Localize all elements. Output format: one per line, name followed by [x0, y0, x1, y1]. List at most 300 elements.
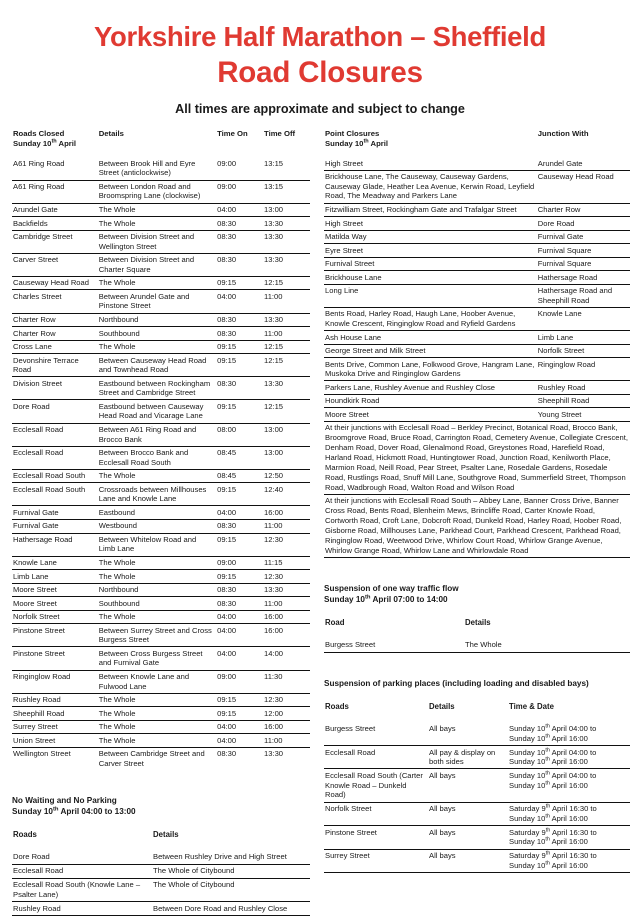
cell-junction: Dore Road: [537, 217, 630, 231]
table-row: [324, 257, 630, 271]
cell-time-on: 04:00: [216, 203, 263, 217]
table-row: [324, 308, 630, 331]
cell-details: The Whole of Citybound: [152, 864, 310, 878]
table-row: [324, 394, 630, 408]
table-row: [324, 244, 630, 258]
cell-point-closure: Bents Drive, Common Lane, Folkwood Grove, Hangram Lane, Muskoka Drive and Ringinglow Gardens: [324, 358, 537, 381]
table-row: [324, 826, 630, 850]
road-closures-table: [12, 128, 310, 770]
cell-road: Ecclesall Road: [324, 745, 428, 769]
cell-junction: Limb Lane: [537, 331, 630, 345]
cell-time-on: 09:15: [216, 276, 263, 290]
table-row: [12, 720, 310, 734]
one-way-table: [324, 618, 630, 653]
table-bottom-rule: [324, 558, 630, 559]
cell-time-on: 09:15: [216, 570, 263, 584]
cell-details: The Whole: [98, 469, 216, 483]
cell-point-closure: Matilda Way: [324, 230, 537, 244]
col-header-time-on: Time On: [217, 129, 248, 138]
cell-road: Norfolk Street: [12, 610, 98, 624]
cell-time-off: 13:30: [263, 313, 310, 327]
cell-junction: Furnival Gate: [537, 230, 630, 244]
cell-time-on: 04:00: [216, 290, 263, 313]
junction-paragraph-row: [324, 494, 630, 557]
cell-point-closure: Long Line: [324, 284, 537, 307]
col-header-roads-closed: [12, 128, 98, 158]
cell-time-off: 12:15: [263, 340, 310, 354]
cell-road: Ecclesall Road South: [12, 483, 98, 506]
table-row: [12, 902, 310, 916]
cell-junction-paragraph: At their junctions with Ecclesall Road South – Abbey Lane, Banner Cross Drive, Banner Cross Road, Bents Road, Blenheim Mews, Brincliffe Road, Carter Knowle Road, Cortworth Road, Croft Lane, Dobcroft Road, Dunkeld Road, Harley Road, Hoober Road, Gisborne Road, Millhouses Lane, Parkhead Court, Parkhead Crescent, Parkhead Road, Ringinglow Road, Weetwood Drive, Whirlow Court Road, Whirlow Grange Avenue, Whirlow Grange Road, Whirlow Lane and Whirlowdale Road: [324, 494, 630, 557]
table-row: [12, 851, 310, 864]
point-closures-table: [324, 128, 630, 559]
cell-details: The Whole: [465, 640, 502, 650]
cell-road: A61 Ring Road: [13, 158, 65, 168]
cell-details: Between Dore Road and Rushley Close: [152, 902, 310, 916]
col-header-details: Details: [153, 829, 179, 839]
cell-road: Ecclesall Road: [12, 423, 98, 446]
cell-road: Division Street: [12, 377, 98, 400]
cell-details: Between Division Street and Wellington Street: [98, 230, 216, 253]
cell-details: Westbound: [98, 519, 216, 533]
cell-road: Carver Street: [12, 253, 98, 276]
cell-time-on: 04:00: [216, 647, 263, 670]
cell-point-closure: Moore Street: [324, 408, 537, 422]
cell-time-on: 09:15: [216, 354, 263, 377]
cell-junction: Norfolk Street: [537, 344, 630, 358]
cell-road: Limb Lane: [12, 570, 98, 584]
cell-point-closure: Brickhouse Lane: [324, 271, 537, 285]
cell-point-closure: Fitzwilliam Street, Rockingham Gate and Trafalgar Street: [324, 203, 537, 217]
cell-road: Cambridge Street: [12, 230, 98, 253]
col-header-point-date-prefix: Sunday 10: [325, 138, 364, 148]
cell-time-off: 11:30: [263, 670, 310, 693]
cell-junction: Rushley Road: [537, 381, 630, 395]
cell-time-on: 08:00: [216, 423, 263, 446]
cell-time-on: 08:30: [216, 519, 263, 533]
cell-junction: Arundel Gate: [537, 158, 583, 168]
cell-road: Rushley Road: [12, 693, 98, 707]
table-row: [324, 344, 630, 358]
table-row: [12, 354, 310, 377]
table-row: [12, 203, 310, 217]
one-way-title-line1: Suspension of one way traffic flow: [324, 584, 459, 594]
cell-point-closure: George Street and Milk Street: [324, 344, 537, 358]
cell-time-on: 08:30: [216, 313, 263, 327]
cell-time-on: 08:30: [216, 230, 263, 253]
table-row: [12, 313, 310, 327]
cell-details: Eastbound between Causeway Head Road and Vicarage Lane: [98, 400, 216, 423]
cell-road: Norfolk Street: [324, 802, 428, 826]
table-header-row: [12, 128, 310, 158]
cell-road: Hathersage Road: [12, 533, 98, 556]
no-waiting-title-prefix: Sunday 10: [12, 806, 53, 816]
cell-time-off: 16:00: [263, 624, 310, 647]
table-row: [324, 284, 630, 307]
parking-section: [324, 679, 630, 873]
cell-road: Causeway Head Road: [12, 276, 98, 290]
cell-time-on: 09:15: [216, 693, 263, 707]
table-row: [324, 230, 630, 244]
table-row: [12, 340, 310, 354]
cell-point-closure: Brickhouse Lane, The Causeway, Causeway Gardens, Causeway Glade, Heather Lea Avenue, Kerwin Road, Leyfield Road, The Meadway and Parkers Lane: [324, 170, 537, 203]
cell-details: The Whole: [98, 570, 216, 584]
cell-details: The Whole: [98, 610, 216, 624]
cell-time-on: 08:30: [216, 583, 263, 597]
cell-road: Furnival Gate: [12, 506, 98, 520]
table-row: [12, 583, 310, 597]
table-row: [12, 647, 310, 670]
cell-time-on: 08:30: [216, 597, 263, 611]
cell-junction-paragraph: At their junctions with Ecclesall Road – Berkley Precinct, Botanical Road, Brocco Bank, Broomgrove Road, Bruce Road, Carrington Road, Cemetery Avenue, Collegiate Crescent, Denham Road, Dover Road, Glenalmond Road, Greystones Road, Harefield Road, Harland Road, Hickmott Road, Huntingtower Road, Junction Road, Kenilworth Place, Marmion Road, Neill Road, Pear Street, Psalter Lane, Rosedale Gardens, Rosedale Road, Rustlings Road, Snuff Mill Lane, Southgrove Road, Summerfield Street, Thompson Road, Wadbrough Road, Walton Road and Wilson Road: [324, 421, 630, 494]
cell-details: All bays: [428, 826, 508, 850]
cell-time-on: 08:30: [216, 217, 263, 231]
table-row: [12, 693, 310, 707]
one-way-body: [324, 639, 630, 652]
col-header-roads: Roads: [13, 829, 37, 839]
table-row: [324, 170, 630, 203]
cell-time-off: 13:15: [263, 180, 310, 203]
cell-time-off: 13:00: [263, 203, 310, 217]
cell-time-on: 08:30: [216, 327, 263, 341]
cell-point-closure: High Street: [325, 158, 363, 168]
page-title-line1: Yorkshire Half Marathon – Sheffield: [93, 21, 546, 52]
cell-junction: Ringinglow Road: [537, 358, 630, 381]
no-waiting-body: [12, 851, 310, 916]
table-row: [324, 769, 630, 802]
cell-road: Dore Road: [12, 400, 98, 423]
cell-details: Between Whitelow Road and Limb Lane: [98, 533, 216, 556]
table-row: [12, 707, 310, 721]
cell-time-on: 09:00: [217, 158, 237, 168]
cell-junction: Furnival Square: [537, 244, 630, 258]
cell-road: Ecclesall Road South (Carter Knowle Road – Dunkeld Road): [324, 769, 428, 802]
cell-time-date: Saturday 9th April 16:30 to Sunday 10th April 16:00: [508, 802, 630, 826]
cell-details: Crossroads between Millhouses Lane and Knowle Lane: [98, 483, 216, 506]
cell-time-on: 08:30: [216, 747, 263, 770]
cell-road: Union Street: [12, 734, 98, 748]
one-way-title: [324, 584, 630, 606]
road-closures-body: [12, 157, 310, 770]
table-row: [324, 217, 630, 231]
cell-time-on: 09:15: [216, 533, 263, 556]
table-row: [324, 408, 630, 422]
table-row: [324, 722, 630, 745]
table-row: [12, 864, 310, 878]
table-row: [324, 271, 630, 285]
table-row: [324, 157, 630, 170]
cell-road: Ringinglow Road: [12, 670, 98, 693]
cell-road: Burgess Street: [325, 724, 376, 733]
table-row: [12, 276, 310, 290]
cell-details: All pay & display on both sides: [428, 745, 508, 769]
cell-road: Ecclesall Road: [12, 864, 152, 878]
table-header-row: [12, 830, 310, 851]
page-subtitle: All times are approximate and subject to change: [175, 101, 465, 116]
table-row: [324, 802, 630, 826]
table-bottom-rule: [324, 652, 630, 653]
cell-road: Dore Road: [13, 852, 50, 862]
table-row: [324, 358, 630, 381]
cell-road: Charter Row: [12, 313, 98, 327]
cell-details: The Whole: [98, 556, 216, 570]
table-row: [12, 230, 310, 253]
cell-time-off: 12:50: [263, 469, 310, 483]
cell-details: The Whole: [98, 276, 216, 290]
cell-time-off: 11:00: [263, 519, 310, 533]
cell-point-closure: Parkers Lane, Rushley Avenue and Rushley Close: [324, 381, 537, 395]
table-bottom-rule: [12, 916, 310, 917]
cell-junction: Furnival Square: [537, 257, 630, 271]
one-way-title-prefix: Sunday 10: [324, 595, 365, 605]
left-column: [12, 128, 310, 916]
cell-time-on: 04:00: [216, 734, 263, 748]
cell-junction: Young Street: [537, 408, 630, 422]
cell-road: Pinstone Street: [12, 647, 98, 670]
cell-point-closure: Houndkirk Road: [324, 394, 537, 408]
cell-junction: Charter Row: [537, 203, 630, 217]
cell-details: The Whole: [98, 340, 216, 354]
no-waiting-title-line1: No Waiting and No Parking: [12, 796, 117, 805]
cell-details: Between Causeway Head Road and Townhead Road: [98, 354, 216, 377]
cell-time-on: 09:00: [216, 556, 263, 570]
cell-details: Between A61 Ring Road and Brocco Bank: [98, 423, 216, 446]
cell-road: Surrey Street: [324, 849, 428, 873]
one-way-section: [324, 584, 630, 653]
table-row: [12, 157, 310, 180]
cell-time-off: 11:00: [263, 290, 310, 313]
table-row: [324, 381, 630, 395]
parking-title: Suspension of parking places (including loading and disabled bays): [324, 678, 589, 688]
cell-details: Between Knowle Lane and Fulwood Lane: [98, 670, 216, 693]
cell-time-date: Saturday 9th April 16:30 to Sunday 10th April 16:00: [508, 849, 630, 873]
cell-time-off: 13:30: [263, 747, 310, 770]
cell-time-date: Saturday 9th April 16:30 to Sunday 10th April 16:00: [508, 826, 630, 850]
cell-details: Southbound: [98, 597, 216, 611]
no-waiting-title-suffix: April 04:00 to 13:00: [58, 806, 136, 816]
cell-time-on: 08:30: [216, 377, 263, 400]
col-header-junction-with: Junction With: [537, 129, 589, 138]
cell-time-on: 09:15: [216, 707, 263, 721]
cell-details: The Whole: [98, 217, 216, 231]
col-header-roads-date-suffix: April: [56, 138, 77, 148]
table-row: [12, 506, 310, 520]
point-closures-body: [324, 157, 630, 557]
one-way-title-sup: th: [364, 594, 371, 601]
col-header-point-closures-label: Point Closures: [325, 129, 380, 138]
table-row: [12, 253, 310, 276]
cell-point-closure: High Street: [324, 217, 537, 231]
table-row: [324, 849, 630, 873]
cell-time-off: 12:15: [263, 354, 310, 377]
cell-time-off: 12:30: [263, 693, 310, 707]
table-bottom-rule: [324, 873, 630, 874]
table-row: [12, 483, 310, 506]
cell-details: Between Brook Hill and Eyre Street (anticlockwise): [98, 158, 196, 178]
cell-road: Furnival Gate: [12, 519, 98, 533]
cell-road: Pinstone Street: [324, 826, 428, 850]
cell-time-date: Sunday 10th April 04:00 to Sunday 10th April 16:00: [508, 745, 630, 769]
col-header-road: Road: [325, 617, 345, 627]
cell-time-off: 11:00: [263, 597, 310, 611]
table-header-row: [324, 128, 630, 158]
table-row: [324, 745, 630, 769]
cell-details: All bays: [428, 849, 508, 873]
document-header: [0, 0, 640, 116]
cell-road: Pinstone Street: [12, 624, 98, 647]
table-row: [12, 400, 310, 423]
cell-time-off: 13:00: [263, 446, 310, 469]
cell-details: Between Division Street and Charter Square: [98, 253, 216, 276]
cell-details: Between Arundel Gate and Pinstone Street: [98, 290, 216, 313]
table-row: [12, 624, 310, 647]
cell-junction: Knowle Lane: [537, 308, 630, 331]
table-header-row: [324, 702, 630, 723]
cell-point-closure: Bents Road, Harley Road, Haugh Lane, Hoober Avenue, Knowle Crescent, Ringinglow Road and Ryfield Gardens: [324, 308, 537, 331]
cell-details: Northbound: [98, 583, 216, 597]
cell-time-off: 12:30: [263, 533, 310, 556]
col-header-roads-date-sup: th: [51, 138, 57, 145]
cell-time-on: 04:00: [216, 720, 263, 734]
page-title-line2: Road Closures: [217, 55, 423, 89]
cell-details: All bays: [428, 802, 508, 826]
cell-road: Ecclesall Road South: [12, 469, 98, 483]
cell-time-on: 08:45: [216, 469, 263, 483]
no-waiting-title: [12, 796, 310, 818]
cell-details: The Whole: [98, 734, 216, 748]
cell-road: Cross Lane: [12, 340, 98, 354]
table-row: [12, 377, 310, 400]
cell-road: Burgess Street: [325, 640, 376, 650]
table-header-row: [324, 618, 630, 639]
parking-body: [324, 722, 630, 872]
table-row: [12, 446, 310, 469]
cell-road: Ecclesall Road South (Knowle Lane – Psalter Lane): [12, 878, 152, 902]
cell-time-off: 12:40: [263, 483, 310, 506]
cell-time-on: 04:00: [216, 624, 263, 647]
table-row: [12, 570, 310, 584]
cell-road: Moore Street: [12, 597, 98, 611]
table-row: [12, 217, 310, 231]
junction-paragraph-row: [324, 421, 630, 494]
cell-road: A61 Ring Road: [12, 180, 98, 203]
cell-time-off: 13:00: [263, 423, 310, 446]
cell-road: Knowle Lane: [12, 556, 98, 570]
cell-time-off: 13:30: [263, 230, 310, 253]
col-header-details: Details: [465, 617, 491, 627]
cell-point-closure: Eyre Street: [324, 244, 537, 258]
col-header-roads: Roads: [325, 701, 349, 711]
col-header-point-date-suffix: April: [368, 138, 389, 148]
cell-details: Between Surrey Street and Cross Burgess Street: [98, 624, 216, 647]
table-row: [12, 747, 310, 770]
col-header-point-date-sup: th: [363, 138, 369, 145]
cell-details: Between London Road and Broomspring Lane (clockwise): [98, 180, 216, 203]
table-row: [12, 423, 310, 446]
table-row: [12, 610, 310, 624]
cell-time-off: 12:15: [263, 400, 310, 423]
cell-details: Southbound: [98, 327, 216, 341]
cell-road: Sheephill Road: [12, 707, 98, 721]
cell-time-off: 13:30: [263, 253, 310, 276]
cell-road: Devonshire Terrace Road: [12, 354, 98, 377]
cell-time-date: Sunday 10th April 04:00 to Sunday 10th April 16:00: [509, 723, 597, 743]
cell-road: Wellington Street: [12, 747, 98, 770]
table-row: [324, 639, 630, 652]
right-column: [324, 128, 630, 873]
cell-road: Moore Street: [12, 583, 98, 597]
cell-road: Ecclesall Road: [12, 446, 98, 469]
cell-time-off: 13:30: [263, 583, 310, 597]
table-row: [12, 670, 310, 693]
cell-time-on: 09:00: [216, 180, 263, 203]
cell-time-on: 08:45: [216, 446, 263, 469]
cell-time-off: 16:00: [263, 610, 310, 624]
one-way-title-suffix: April 07:00 to 14:00: [370, 595, 448, 605]
cell-junction: Sheephill Road: [537, 394, 630, 408]
cell-road: Backfields: [12, 217, 98, 231]
cell-time-date: Sunday 10th April 04:00 to Sunday 10th April 16:00: [508, 769, 630, 802]
cell-time-off: 11:00: [263, 734, 310, 748]
table-row: [12, 180, 310, 203]
cell-details: The Whole: [98, 203, 216, 217]
table-row: [12, 597, 310, 611]
cell-time-on: 09:15: [216, 340, 263, 354]
cell-details: Between Cross Burgess Street and Furnival Gate: [98, 647, 216, 670]
cell-details: Northbound: [98, 313, 216, 327]
cell-road: Charles Street: [12, 290, 98, 313]
cell-time-off: 13:30: [263, 377, 310, 400]
cell-time-off: 14:00: [263, 647, 310, 670]
table-row: [12, 878, 310, 902]
cell-details: The Whole: [98, 693, 216, 707]
cell-time-off: 13:30: [263, 217, 310, 231]
cell-road: Arundel Gate: [12, 203, 98, 217]
table-row: [12, 533, 310, 556]
cell-time-off: 16:00: [263, 506, 310, 520]
cell-details: All bays: [428, 769, 508, 802]
cell-point-closure: Ash House Lane: [324, 331, 537, 345]
table-row: [12, 519, 310, 533]
cell-time-on: 08:30: [216, 253, 263, 276]
cell-time-on: 04:00: [216, 610, 263, 624]
cell-details: The Whole: [98, 720, 216, 734]
parking-table: [324, 702, 630, 873]
cell-time-off: 12:30: [263, 570, 310, 584]
cell-point-closure: Furnival Street: [324, 257, 537, 271]
cell-time-off: 13:15: [264, 158, 284, 168]
cell-road: Charter Row: [12, 327, 98, 341]
cell-time-off: 12:15: [263, 276, 310, 290]
cell-time-on: 09:00: [216, 670, 263, 693]
col-header-time-off: Time Off: [264, 129, 296, 138]
cell-time-off: 11:00: [263, 327, 310, 341]
table-row: [12, 327, 310, 341]
cell-time-on: 04:00: [216, 506, 263, 520]
col-header-details: Details: [429, 701, 455, 711]
cell-details: Eastbound between Rockingham Street and Cambridge Street: [98, 377, 216, 400]
cell-road: Surrey Street: [12, 720, 98, 734]
cell-details: The Whole of Citybound: [152, 878, 310, 902]
col-header-details: Details: [98, 129, 124, 138]
cell-time-on: 09:15: [216, 400, 263, 423]
no-waiting-section: [12, 796, 310, 916]
cell-details: Eastbound: [98, 506, 216, 520]
table-row: [12, 469, 310, 483]
cell-time-off: 12:00: [263, 707, 310, 721]
table-row: [12, 556, 310, 570]
cell-details: Between Cambridge Street and Carver Street: [98, 747, 216, 770]
